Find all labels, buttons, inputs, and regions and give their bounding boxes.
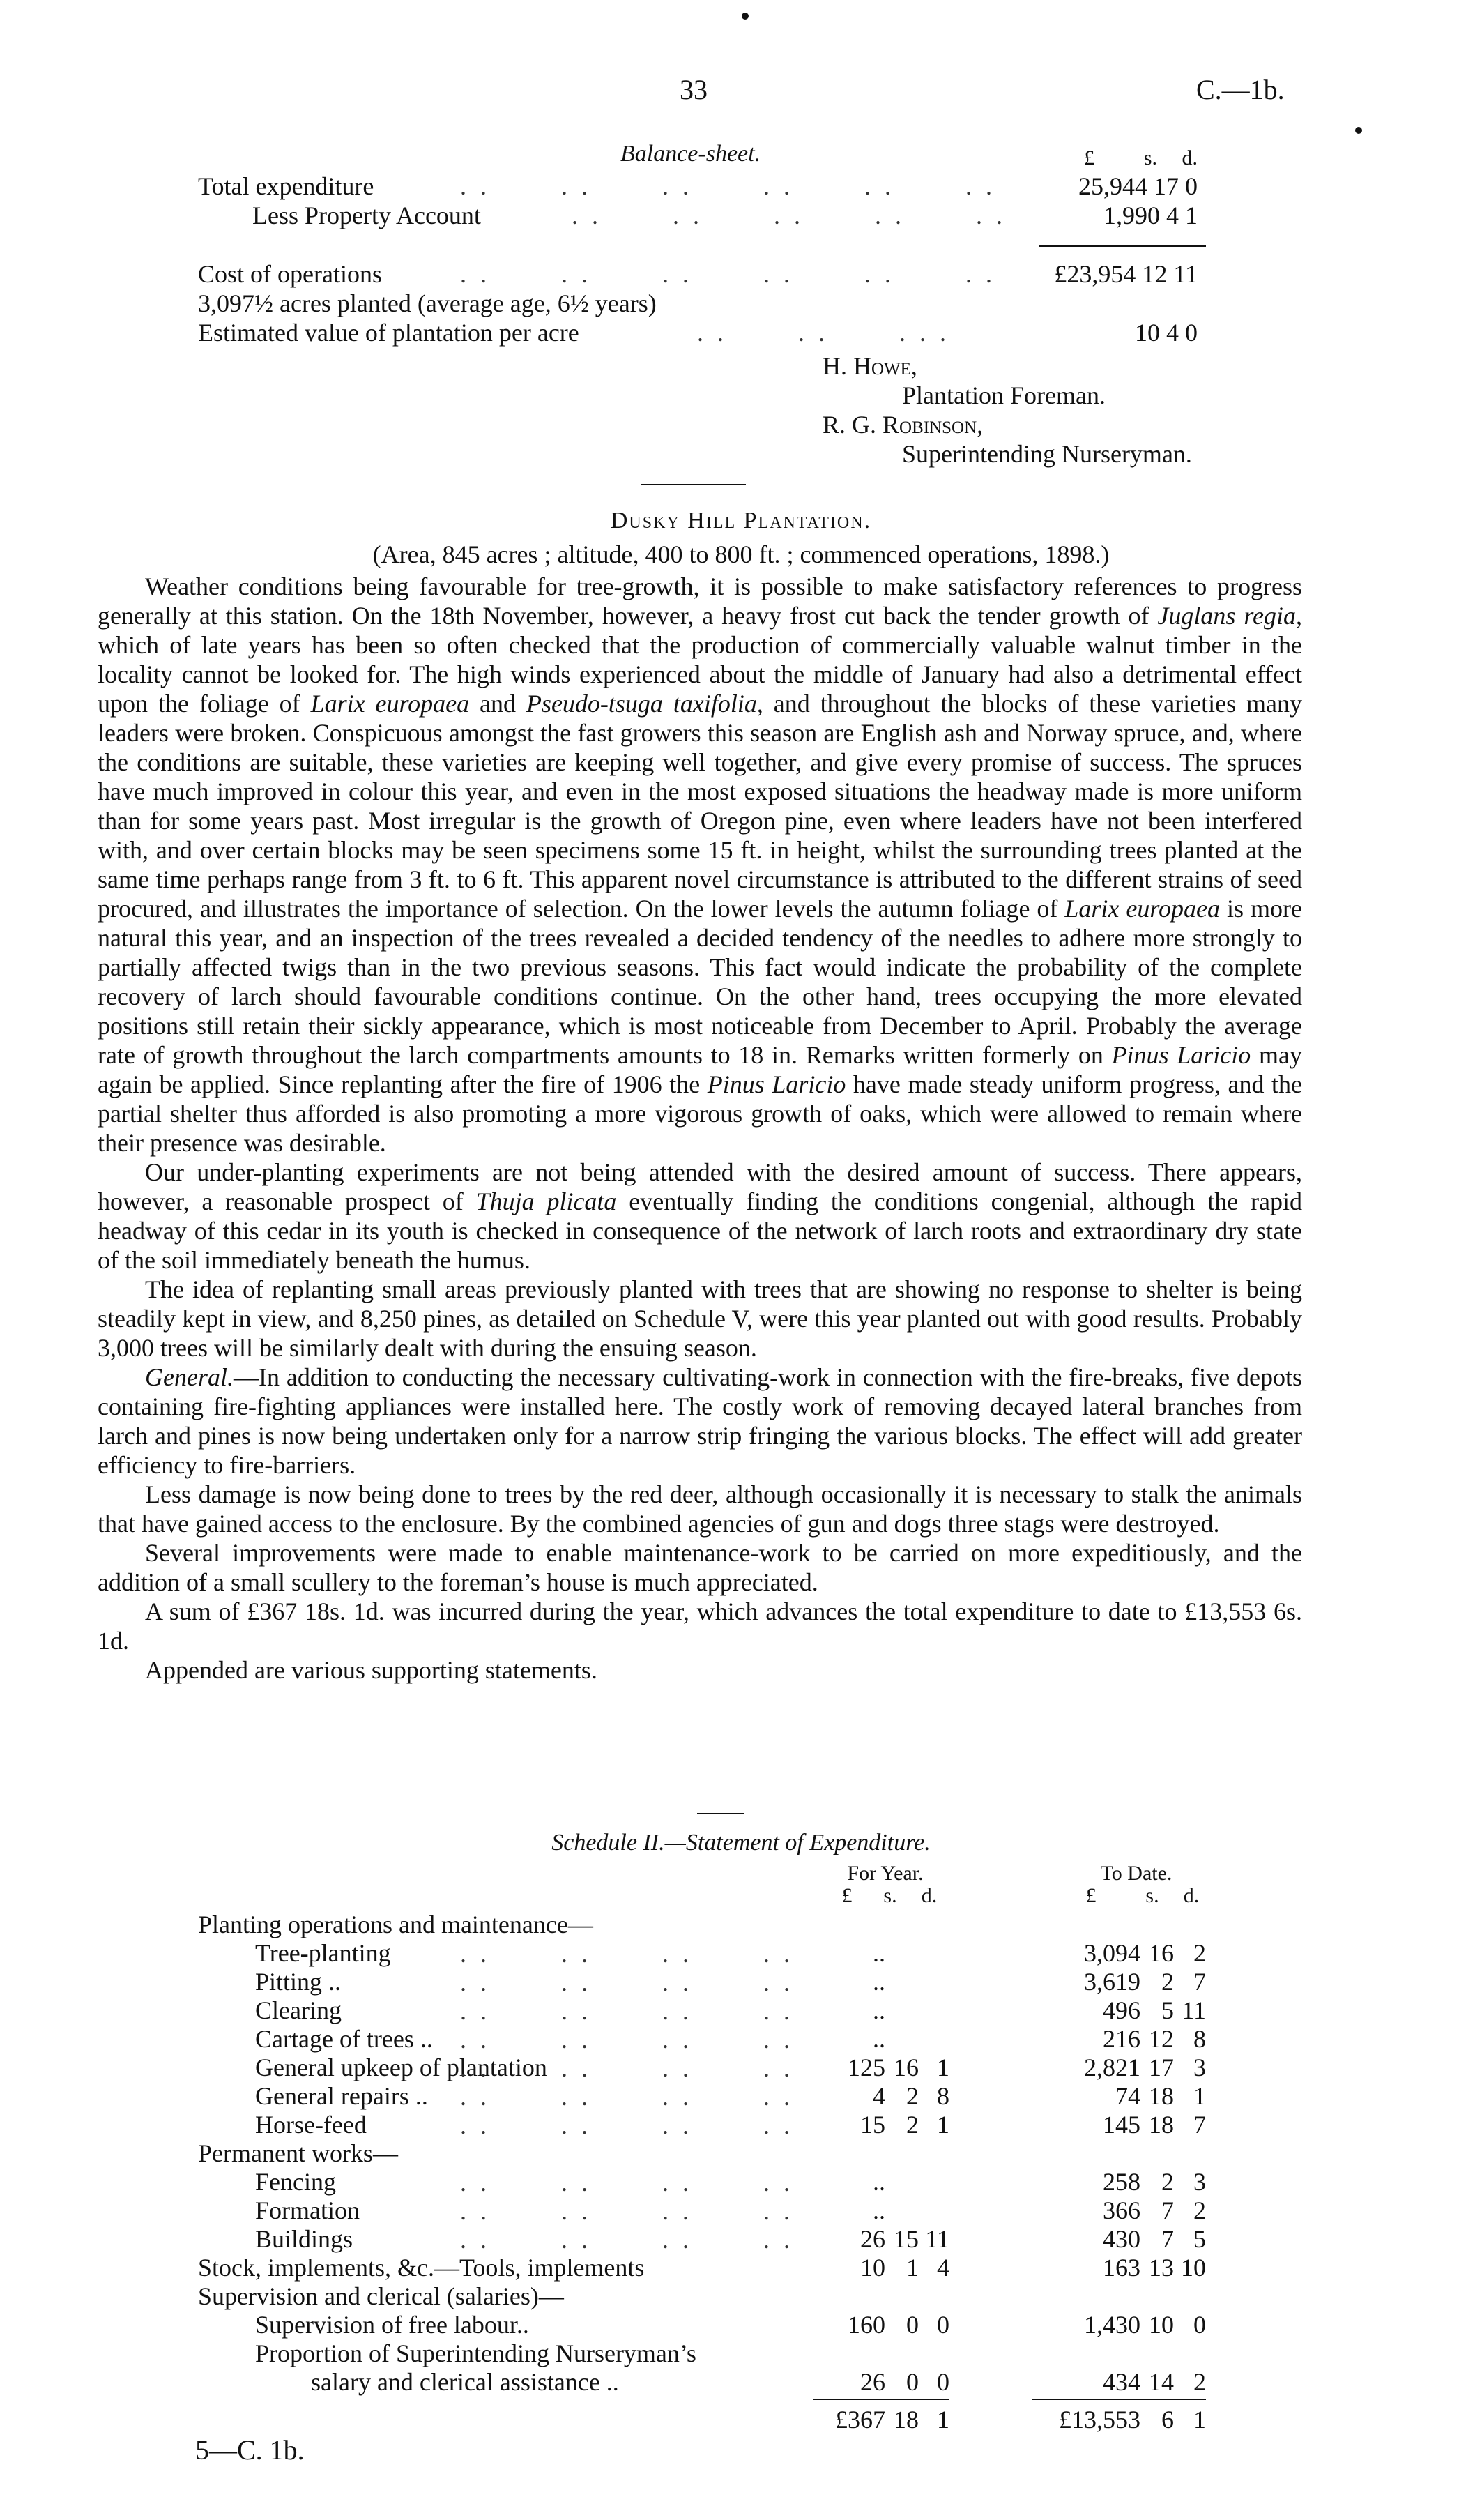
to-date-shillings: 13	[1149, 2254, 1174, 2282]
to-date-shilling-head: s.	[1145, 1884, 1159, 1907]
to-date-pence: 3	[1193, 2168, 1206, 2196]
to-date-pounds: 2,821	[1084, 2054, 1140, 2081]
balance-row-label: Cost of operations	[198, 260, 382, 288]
paragraph: A sum of £367 18s. 1d. was incurred during the year, which advances the total expenditure to date to £13,553 6s. 1d.	[98, 1597, 1302, 1655]
total-to-date-pence: 1	[1193, 2406, 1206, 2434]
for-year-pound-head: £	[841, 1884, 853, 1907]
balance-sheet-title: Balance-sheet.	[620, 141, 761, 167]
to-date-shillings: 18	[1149, 2111, 1174, 2139]
leader-dots: .. .. .. ..	[460, 2169, 804, 2196]
total-for-year-shillings: 18	[894, 2406, 919, 2434]
for-year-pounds: ..	[873, 1968, 885, 1996]
for-year-pence: 0	[937, 2368, 949, 2396]
for-year-shillings: 1	[906, 2254, 919, 2282]
to-date-pence: 8	[1193, 2025, 1206, 2053]
paragraph: General.—In addition to conducting the necessary cultivating-work in connection with the fire-breaks, five depots containing fire-fighting appliances were installed here. The costly work of removing decayed lateral branches from larch and pines is now being undertaken only for a narrow strip fringing the various blocks. The effect will add greater efficiency to fire-barriers.	[98, 1363, 1302, 1479]
to-date-pence: 11	[1182, 1996, 1206, 2024]
for-year-pounds: ..	[873, 2196, 885, 2224]
to-date-shillings: 7	[1161, 2225, 1174, 2253]
leader-dots: .. .. .. ..	[460, 2197, 804, 2225]
schedule-row-label: Fencing	[255, 2168, 336, 2196]
to-date-pence: 1	[1193, 2082, 1206, 2110]
to-date-pounds: 258	[1103, 2168, 1140, 2196]
to-date-pounds: 496	[1103, 1996, 1140, 2024]
balance-row-label: Total expenditure	[198, 172, 374, 200]
currency-pound-head: £	[1084, 146, 1094, 169]
schedule-title: Schedule II.—Statement of Expenditure.	[551, 1830, 931, 1855]
to-date-pounds: 216	[1103, 2025, 1140, 2053]
balance-row-amount: 1,990 4 1	[1103, 202, 1198, 229]
for-year-pence: 1	[937, 2111, 949, 2139]
total-rule	[813, 2399, 949, 2400]
leader-dots: .. .. .. .. ..	[572, 202, 1016, 229]
to-date-shillings: 5	[1161, 1996, 1174, 2024]
page-number: 33	[680, 74, 708, 105]
for-year-pounds: ..	[873, 1996, 885, 2024]
leader-dots: .. .. .. .. .. ..	[460, 172, 1006, 200]
to-date-pound-head: £	[1085, 1884, 1097, 1907]
for-year-shillings: 0	[906, 2368, 919, 2396]
for-year-shillings: 2	[906, 2111, 919, 2139]
for-year-pounds: 15	[860, 2111, 885, 2139]
to-date-pounds: 3,619	[1084, 1968, 1140, 1996]
paragraph: Weather conditions being favourable for tree-growth, it is possible to make satisfactory references to progress generally at this station. On the 18th November, however, a heavy frost cut back the tender growth of Juglans regia, which of late years has been so often checked that the production of commercially valuable walnut timber in the locality cannot be looked for. The high winds experienced about the middle of January had also a detrimental effect upon the foliage of Larix europaea and Pseudo-tsuga taxifolia, and throughout the blocks of these varieties many leaders were broken. Conspicuous amongst the fast growers this season are English ash and Norway spruce, and, where the conditions are suitable, these varieties are keeping well together, and give every promise of success. The spruces have much improved in colour this year, and even in the most exposed situations the headway made is more uniform than for some years past. Most irregular is the growth of Oregon pine, even where leaders have not been interfered with, and over certain blocks may be seen specimens some 15 ft. in height, whilst the surrounding trees planted at the same time perhaps range from 3 ft. to 6 ft. This apparent novel circumstance is attributed to the different strains of seed procured, and illustrates the importance of selection. On the lower levels the autumn foliage of Larix europaea is more natural this year, and an inspection of the trees revealed a decided tendency of the needles to adhere more strongly to partially affected twigs than in the two previous seasons. This fact would indicate the probability of the complete recovery of larch should favourable conditions continue. On the other hand, trees occupying the more elevated positions still retain their sickly appearance, which is most noticeable from December to April. Probably the average rate of growth throughout the larch compartments amounts to 18 in. Remarks written formerly on Pinus Laricio may again be applied. Since replanting after the fire of 1906 the Pinus Laricio have made steady uniform progress, and the partial shelter thus afforded is also promoting a more vigorous growth of oaks, which were allowed to remain where their presence was desirable.	[98, 572, 1303, 1157]
paragraph: Our under-planting experiments are not being attended with the desired amount of success. There appears, however, a reasonable prospect of Thuja plicata eventually finding the conditions congenial, although the rapid headway of this cedar in its youth is checked in consequence of the network of larch roots and extraordinary dry state of the soil immediately beneath the humus.	[98, 1158, 1302, 1274]
leader-dots: .. .. .. ..	[460, 1968, 804, 1996]
balance-row-label: Less Property Account	[252, 202, 481, 229]
to-date-shillings: 2	[1161, 2168, 1174, 2196]
paragraph: Less damage is now being done to trees by the red deer, although occasionally it is necessary to stalk the animals that have gained access to the enclosure. By the combined agencies of gun and dogs three stags were destroyed.	[98, 1480, 1302, 1538]
for-year-pounds: 125	[848, 2054, 885, 2081]
for-year-pence: 4	[937, 2254, 949, 2282]
leader-dots: .. .. .. ..	[460, 2026, 804, 2054]
currency-pence-head: d.	[1182, 146, 1198, 169]
for-year-shillings: 2	[906, 2082, 919, 2110]
schedule-row-label: Tree-planting	[255, 1939, 391, 1967]
to-date-pounds: 145	[1103, 2111, 1140, 2139]
total-rule	[1032, 2399, 1206, 2400]
to-date-pence: 7	[1193, 1968, 1206, 1996]
schedule-row-label: General upkeep of plantation	[255, 2054, 547, 2081]
to-date-shillings: 17	[1149, 2054, 1174, 2081]
section-divider	[641, 484, 746, 485]
for-year-pounds: 160	[848, 2311, 885, 2339]
total-for-year-pounds: £367	[835, 2406, 885, 2434]
schedule-divider	[697, 1813, 744, 1814]
leader-dots: .. .. .. .. .. ..	[460, 260, 1006, 288]
body-text	[98, 572, 1302, 1685]
schedule-row-label: Proportion of Superintending Nurseryman’s	[255, 2339, 696, 2367]
schedule-row-label: General repairs ..	[255, 2082, 428, 2110]
to-date-pence: 5	[1193, 2225, 1206, 2253]
leader-dots: .. .. .. ..	[460, 2111, 804, 2139]
to-date-pounds: 3,094	[1084, 1939, 1140, 1967]
print-speck	[1355, 127, 1362, 134]
leader-dots: .. .. .. ..	[460, 1940, 804, 1968]
to-date-pounds: 1,430	[1084, 2311, 1140, 2339]
schedule-row-label: Stock, implements, &c.—Tools, implements	[198, 2254, 645, 2282]
for-year-pence-head: d.	[921, 1884, 938, 1907]
total-for-year-pence: 1	[937, 2406, 949, 2434]
to-date-shillings: 2	[1161, 1968, 1174, 1996]
for-year-pounds: ..	[873, 2168, 885, 2196]
for-year-pounds: ..	[873, 2025, 885, 2053]
column-head-to-date: To Date.	[1100, 1862, 1172, 1885]
sum-rule	[1039, 245, 1206, 247]
to-date-pence: 3	[1193, 2054, 1206, 2081]
balance-row-label: 3,097½ acres planted (average age, 6½ years)	[198, 289, 657, 317]
for-year-shillings: 0	[906, 2311, 919, 2339]
to-date-shillings: 12	[1149, 2025, 1174, 2053]
currency-shilling-head: s.	[1143, 146, 1157, 169]
to-date-shillings: 10	[1149, 2311, 1174, 2339]
column-head-for-year: For Year.	[847, 1862, 924, 1885]
schedule-row-label: Formation	[255, 2196, 360, 2224]
for-year-shilling-head: s.	[883, 1884, 897, 1907]
signatory-title: Plantation Foreman.	[902, 381, 1106, 409]
balance-row-label: Estimated value of plantation per acre	[198, 319, 579, 347]
schedule-row-label: Horse-feed	[255, 2111, 367, 2139]
signatory-name: R. G. Robinson,	[823, 411, 984, 439]
balance-row-amount: 25,944 17 0	[1078, 172, 1198, 200]
for-year-pounds: 4	[873, 2082, 885, 2110]
total-to-date-pounds: £13,553	[1059, 2406, 1140, 2434]
leader-dots: .. .. .. ..	[460, 2054, 804, 2082]
to-date-pence: 2	[1193, 1939, 1206, 1967]
to-date-pence: 2	[1193, 2196, 1206, 2224]
to-date-pence: 2	[1193, 2368, 1206, 2396]
for-year-pounds: 26	[860, 2368, 885, 2396]
schedule-row-label: Supervision of free labour..	[255, 2311, 529, 2339]
to-date-pence-head: d.	[1183, 1884, 1200, 1907]
for-year-pence: 8	[937, 2082, 949, 2110]
to-date-shillings: 14	[1149, 2368, 1174, 2396]
balance-row-amount: 10 4 0	[1135, 319, 1198, 347]
document-reference: C.—1b.	[1196, 74, 1285, 105]
paragraph: Several improvements were made to enable maintenance-work to be carried on more expeditiously, and the addition of a small scullery to the foreman’s house is much appreciated.	[98, 1539, 1302, 1596]
to-date-pounds: 434	[1103, 2368, 1140, 2396]
schedule-row-label: Pitting ..	[255, 1968, 342, 1996]
schedule-row-label: Buildings	[255, 2225, 353, 2253]
to-date-pounds: 163	[1103, 2254, 1140, 2282]
leader-dots: .. .. .. ..	[460, 2083, 804, 2111]
to-date-pence: 0	[1193, 2311, 1206, 2339]
schedule-row-label: Cartage of trees ..	[255, 2025, 433, 2053]
to-date-shillings: 18	[1149, 2082, 1174, 2110]
signatory-title: Superintending Nurseryman.	[902, 440, 1192, 468]
signatory-name: H. Howe,	[823, 352, 917, 380]
for-year-pence: 1	[937, 2054, 949, 2081]
leader-dots: .. .. ...	[697, 319, 960, 347]
to-date-pounds: 430	[1103, 2225, 1140, 2253]
to-date-pounds: 366	[1103, 2196, 1140, 2224]
schedule-row-label: Supervision and clerical (salaries)—	[198, 2282, 564, 2310]
for-year-shillings: 16	[894, 2054, 919, 2081]
to-date-pounds: 74	[1115, 2082, 1140, 2110]
section-subtitle: (Area, 845 acres ; altitude, 400 to 800 ft. ; commenced operations, 1898.)	[372, 540, 1110, 568]
schedule-row-label: salary and clerical assistance ..	[311, 2368, 619, 2396]
for-year-pounds: 26	[860, 2225, 885, 2253]
to-date-pence: 10	[1181, 2254, 1206, 2282]
print-speck	[742, 13, 749, 20]
footer-mark: 5—C. 1b.	[195, 2434, 305, 2466]
schedule-row-label: Clearing	[255, 1996, 342, 2024]
schedule-row-label: Planting operations and maintenance—	[198, 1911, 593, 1938]
for-year-pence: 0	[937, 2311, 949, 2339]
leader-dots: .. .. .. ..	[460, 1997, 804, 2025]
for-year-pounds: 10	[860, 2254, 885, 2282]
paragraph: The idea of replanting small areas previously planted with trees that are showing no response to shelter is being steadily kept in view, and 8,250 pines, as detailed on Schedule V, were this year planted out with good results. Probably 3,000 trees will be similarly dealt with during the ensuing season.	[98, 1275, 1302, 1362]
balance-row-amount: £23,954 12 11	[1054, 260, 1198, 288]
leader-dots: .. .. .. ..	[460, 2226, 804, 2254]
for-year-pence: 11	[925, 2225, 949, 2253]
to-date-pence: 7	[1193, 2111, 1206, 2139]
for-year-pounds: ..	[873, 1939, 885, 1967]
section-title: Dusky Hill Plantation.	[610, 508, 872, 533]
for-year-shillings: 15	[894, 2225, 919, 2253]
schedule-row-label: Permanent works—	[198, 2139, 398, 2167]
total-to-date-shillings: 6	[1161, 2406, 1174, 2434]
to-date-shillings: 16	[1149, 1939, 1174, 1967]
to-date-shillings: 7	[1161, 2196, 1174, 2224]
paragraph: Appended are various supporting statements.	[145, 1656, 597, 1684]
